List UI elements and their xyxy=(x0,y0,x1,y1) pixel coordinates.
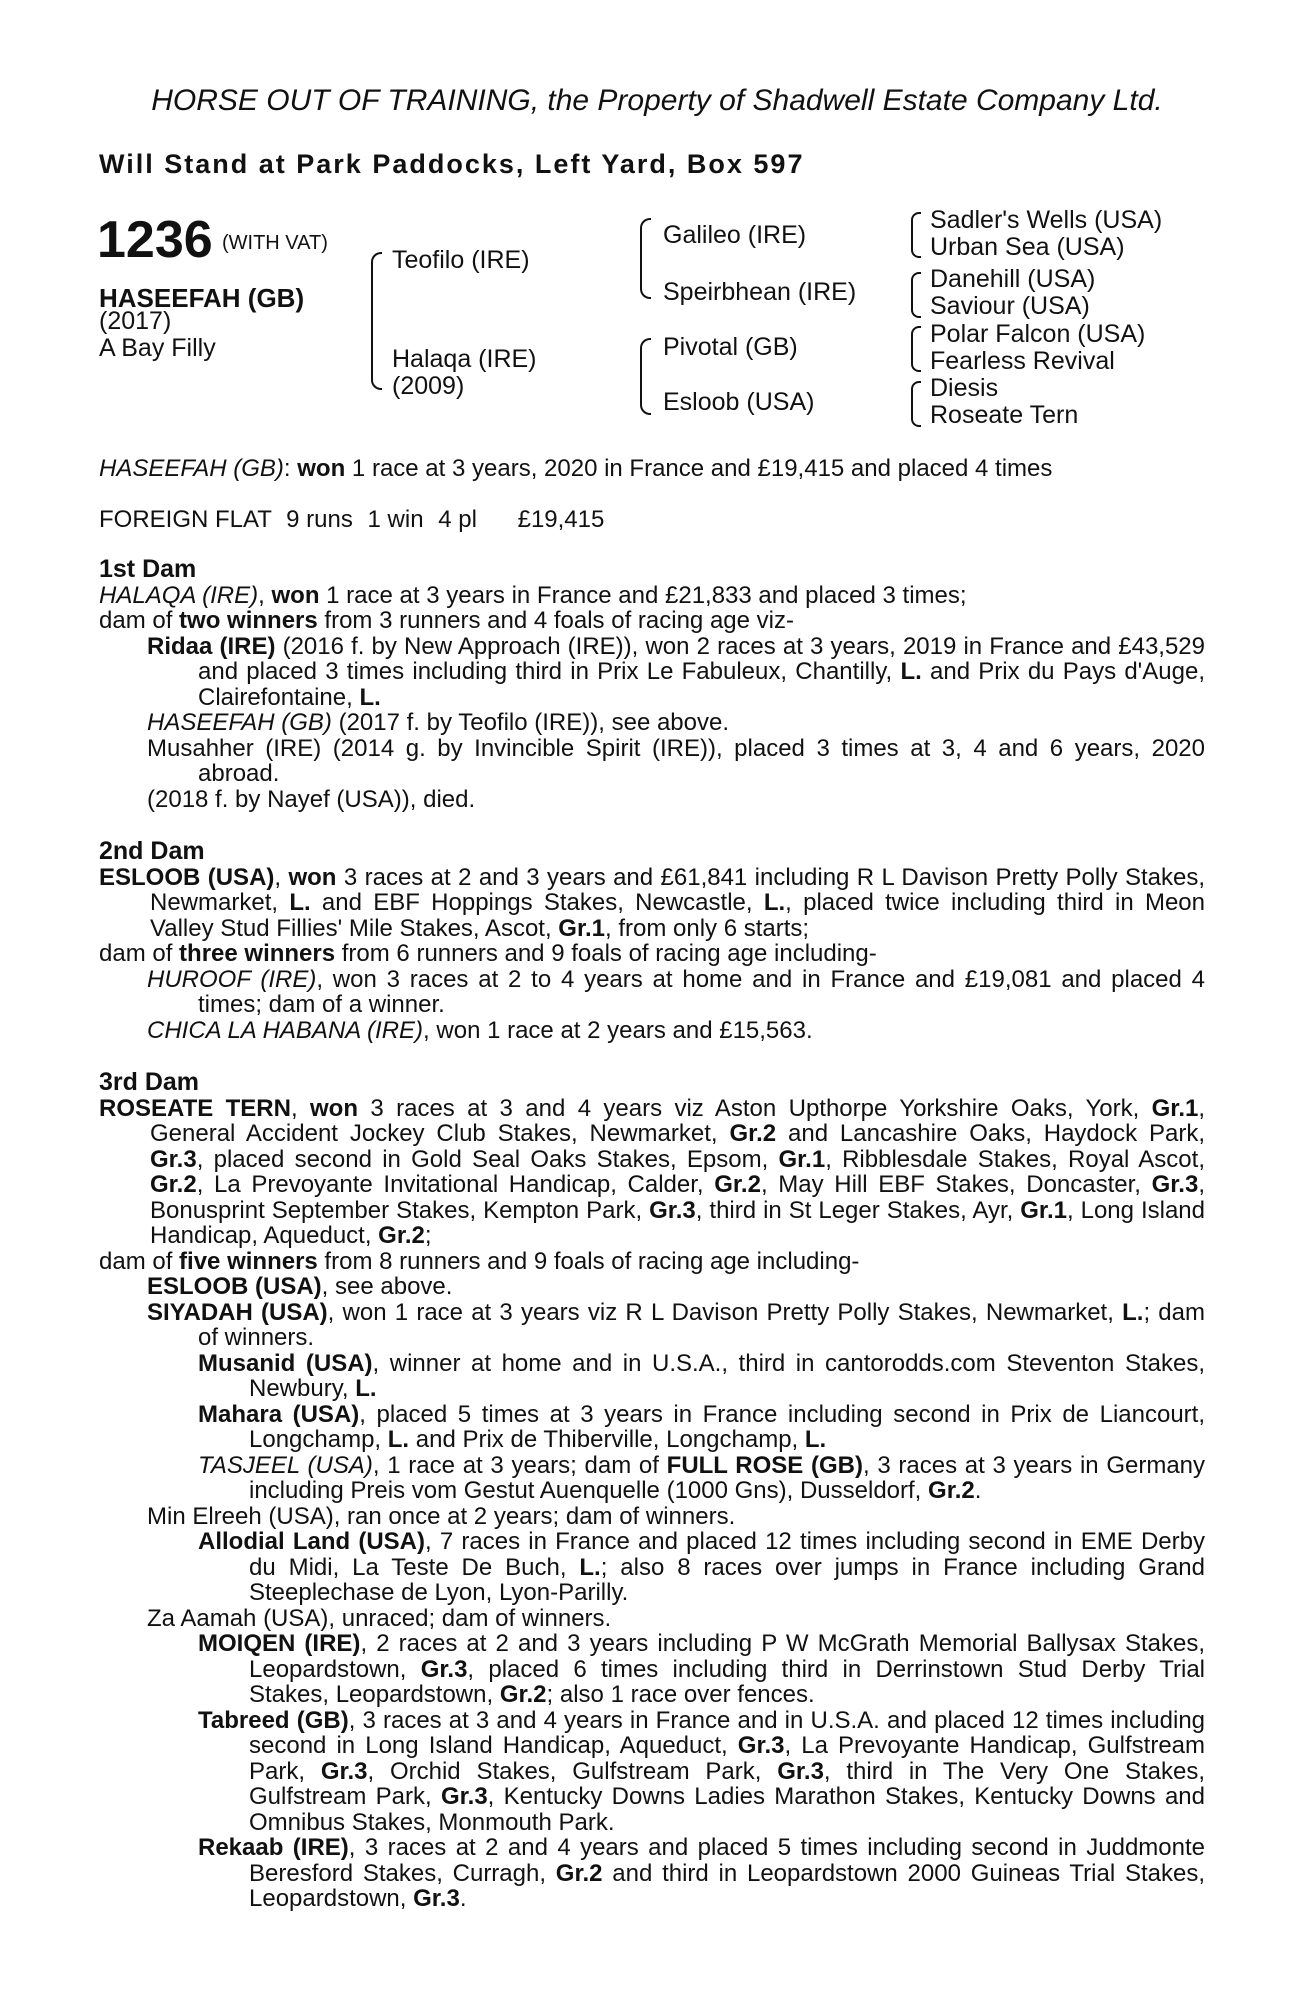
third-dam-entry-musanid xyxy=(99,1351,1205,1402)
grade: Gr.3 xyxy=(777,1757,824,1785)
text: dam of xyxy=(99,1247,180,1275)
first-dam-won: won xyxy=(271,581,320,609)
entry-name: CHICA LA HABANA (IRE) xyxy=(147,1016,424,1044)
text: , 1 race at 3 years; dam of xyxy=(372,1451,667,1479)
second-dam-intro xyxy=(99,865,1205,942)
text: and Lancashire Oaks, Haydock Park, xyxy=(776,1120,1205,1147)
won: won xyxy=(288,863,337,891)
text: ; dam of winners. xyxy=(198,1298,1205,1351)
grade: L. xyxy=(289,889,311,916)
pedigree-brace-g4 xyxy=(911,381,921,427)
grade: Gr.3 xyxy=(413,1885,460,1912)
second-dam-entry-huroof xyxy=(99,967,1205,1018)
first-dam-heading: 1st Dam xyxy=(99,555,197,583)
text: , 3 races at 3 years in Germany including Preis vom Gestut Auenquelle (1000 Gns), Dusseldorf, xyxy=(249,1451,1206,1504)
third-dam-entry-siyadah xyxy=(99,1300,1205,1351)
grade: Gr.3 xyxy=(420,1655,468,1683)
race-record xyxy=(99,506,604,534)
third-dam-dam-of xyxy=(99,1249,1205,1275)
second-dam-name: ESLOOB (USA) xyxy=(99,863,275,891)
text: , May Hill EBF Stakes, Doncaster, xyxy=(760,1171,1152,1198)
record-label: FOREIGN FLAT xyxy=(99,506,272,533)
pedigree-dam-dam: Esloob (USA) xyxy=(663,388,815,416)
third-dam-entry-moiqen xyxy=(99,1631,1205,1708)
grade: Gr.2 xyxy=(499,1681,547,1708)
text: , 3 races at 2 and 4 years and placed 5 times including second in Juddmonte Beresford Stakes, Curragh, xyxy=(249,1834,1205,1887)
third-dam-entry-tabreed xyxy=(99,1708,1205,1836)
pedigree-g4: Saviour (USA) xyxy=(930,292,1090,320)
record-money: £19,415 xyxy=(517,506,605,533)
grade: Gr.2 xyxy=(729,1120,777,1147)
text: 3 races at 2 and 3 years and £61,841 including R L Davison Pretty Polly Stakes, Newmarket, xyxy=(150,863,1205,916)
text: , Long Island Handicap, Aqueduct, xyxy=(150,1196,1205,1249)
pedigree-brace-g2 xyxy=(911,272,921,318)
grade: Gr.2 xyxy=(555,1859,603,1887)
record-placed: 4 pl xyxy=(438,506,477,533)
entry-name: HASEEFAH (GB) xyxy=(147,709,332,736)
text: , Kentucky Downs Ladies Marathon Stakes, Kentucky Downs and Omnibus Stakes, Monmouth Park. xyxy=(249,1783,1205,1836)
pedigree-brace-g1 xyxy=(911,212,921,258)
dam-lines xyxy=(99,557,1205,1912)
third-dam-entry-zaaamah: Za Aamah (USA), unraced; dam of winners. xyxy=(147,1604,612,1632)
text: ; xyxy=(424,1222,432,1249)
grade: L. xyxy=(579,1553,601,1581)
entry-name: ESLOOB (USA) xyxy=(147,1273,322,1300)
first-dam-entry-ridaa xyxy=(99,634,1205,711)
text: , placed second in Gold Seal Oaks Stakes, Epsom, xyxy=(196,1145,779,1173)
text: . xyxy=(974,1477,982,1504)
third-dam-entry-allodial xyxy=(99,1529,1205,1606)
horse-description: A Bay Filly xyxy=(99,334,216,362)
entry-name: HUROOF (IRE) xyxy=(147,965,317,993)
entry-name: FULL ROSE (GB) xyxy=(666,1451,863,1479)
third-dam-entry-esloob xyxy=(99,1274,1205,1300)
entry-name: Mahara (USA) xyxy=(198,1400,360,1428)
grade: Gr.3 xyxy=(440,1783,488,1810)
record-wins: 1 win xyxy=(367,506,424,533)
text: (2016 f. by New Approach (IRE)), won 2 races at 3 years, 2019 in France and £43,529 and placed 3 times including third in Prix Le Fabuleux, Chantilly, xyxy=(198,632,1206,685)
sep: , xyxy=(258,581,272,609)
pedigree-dam-sire: Pivotal (GB) xyxy=(663,333,798,361)
horse-name: HASEEFAH (GB) xyxy=(99,283,305,313)
text: , won 1 race at 2 years and £15,563. xyxy=(423,1016,813,1044)
pedigree-brace-dam xyxy=(640,338,651,415)
text: ; also 1 race over fences. xyxy=(546,1681,815,1708)
second-dam-heading: 2nd Dam xyxy=(99,837,205,865)
pedigree-g6: Fearless Revival xyxy=(930,347,1115,375)
pedigree-sire-sire: Galileo (IRE) xyxy=(663,221,807,249)
winner-count: two winners xyxy=(179,607,318,634)
first-dam-intro-text: 1 race at 3 years in France and £21,833 and placed 3 times; xyxy=(319,581,967,609)
text: , from only 6 starts; xyxy=(605,914,810,942)
pedigree-dam-year: (2009) xyxy=(392,372,465,400)
third-dam-entry-tasjeel xyxy=(99,1453,1205,1504)
third-dam-heading: 3rd Dam xyxy=(99,1068,200,1096)
first-dam-entry-2018: (2018 f. by Nayef (USA)), died. xyxy=(147,785,476,813)
pedigree-sire-dam: Speirbhean (IRE) xyxy=(663,278,857,306)
grade: Gr.3 xyxy=(737,1732,785,1759)
text: from 8 runners and 9 foals of racing age including- xyxy=(317,1247,860,1275)
text: and third in Leopardstown 2000 Guineas Trial Stakes, Leopardstown, xyxy=(249,1859,1206,1912)
summary-colon: : xyxy=(283,455,298,482)
text: , Ribblesdale Stakes, Royal Ascot, xyxy=(825,1145,1205,1173)
first-dam-intro xyxy=(99,583,1205,609)
text: , winner at home and in U.S.A., third in cantorodds.com Steventon Stakes, Newbury, xyxy=(249,1349,1205,1402)
text: , 7 races in France and placed 12 times including second in EME Derby du Midi, La Teste De Buch, xyxy=(249,1528,1205,1581)
text: (2017 f. by Teofilo (IRE)), see above. xyxy=(331,709,730,736)
second-dam-entry-chica xyxy=(99,1018,1205,1044)
text: , see above. xyxy=(321,1273,453,1300)
third-dam-name: ROSEATE TERN xyxy=(99,1094,291,1122)
pedigree-brace-sire xyxy=(640,218,651,299)
second-dam-dam-of xyxy=(99,941,1205,967)
pedigree-g3: Danehill (USA) xyxy=(930,265,1096,293)
entry-name: MOIQEN (IRE) xyxy=(198,1630,361,1657)
text: and EBF Hoppings Stakes, Newcastle, xyxy=(310,889,764,916)
text: , Orchid Stakes, Gulfstream Park, xyxy=(367,1757,778,1785)
third-dam-entry-mahara xyxy=(99,1402,1205,1453)
summary-text: 1 race at 3 years, 2020 in France and £19,415 and placed 4 times xyxy=(345,455,1053,482)
text: , won 3 races at 2 to 4 years at home and in France and £19,081 and placed 4 times; dam of a winner. xyxy=(198,965,1206,1018)
pedigree-dam: Halaqa (IRE) xyxy=(392,345,537,373)
text: and Prix du Pays d'Auge, Clairefontaine, xyxy=(198,658,1205,711)
pedigree-g7: Diesis xyxy=(930,374,999,402)
pedigree-g1: Sadler's Wells (USA) xyxy=(930,206,1163,234)
stand-location: Will Stand at Park Paddocks, Left Yard, Box 597 xyxy=(99,149,805,179)
lot-number: 1236 xyxy=(97,211,213,269)
grade: L. xyxy=(900,658,922,685)
grade: Gr.2 xyxy=(928,1477,975,1504)
text: , Bonusprint September Stakes, Kempton Park, xyxy=(150,1171,1205,1224)
text: , third in The Very One Stakes, Gulfstream Park, xyxy=(249,1757,1206,1810)
grade: Gr.2 xyxy=(714,1171,761,1198)
first-dam-dam-of xyxy=(99,608,1205,634)
winner-count: three winners xyxy=(179,940,336,967)
grade: Gr.3 xyxy=(1151,1171,1199,1198)
grade: Gr.1 xyxy=(558,914,605,942)
record-runs: 9 runs xyxy=(286,506,353,533)
grade: Gr.2 xyxy=(378,1222,425,1249)
grade: Gr.1 xyxy=(1020,1196,1067,1224)
first-dam-entry-haseefah xyxy=(99,710,1205,736)
spacer xyxy=(99,1043,1205,1070)
text: , General Accident Jockey Club Stakes, Newmarket, xyxy=(150,1094,1206,1147)
text: 3 races at 3 and 4 years viz Aston Upthorpe Yorkshire Oaks, York, xyxy=(358,1094,1152,1122)
grade: Gr.1 xyxy=(778,1145,826,1173)
text: . xyxy=(459,1885,467,1912)
sep: , xyxy=(274,863,289,891)
grade: Gr.3 xyxy=(320,1757,368,1785)
horse-year: (2017) xyxy=(99,307,172,335)
grade: Gr.3 xyxy=(649,1196,696,1224)
grade: L. xyxy=(355,1375,377,1402)
pedigree-brace-g3 xyxy=(911,326,921,372)
grade: Gr.2 xyxy=(150,1171,197,1198)
spacer xyxy=(99,812,1205,839)
text: , La Prevoyante Handicap, Gulfstream Park, xyxy=(249,1732,1206,1785)
grade: Gr.1 xyxy=(1151,1094,1199,1122)
text: , placed 6 times including third in Derrinstown Stud Derby Trial Stakes, Leopardstown, xyxy=(249,1655,1206,1708)
page-title: HORSE OUT OF TRAINING, the Property of Shadwell Estate Company Ltd. xyxy=(151,84,1163,117)
text: from 3 runners and 4 foals of racing age viz- xyxy=(317,607,794,634)
entry-name: SIYADAH (USA) xyxy=(147,1298,328,1326)
text: , La Prevoyante Invitational Handicap, Calder, xyxy=(196,1171,715,1198)
won: won xyxy=(310,1094,358,1122)
summary-won: won xyxy=(297,455,346,482)
grade: L. xyxy=(804,1426,827,1453)
third-dam-entry-rekaab xyxy=(99,1835,1205,1912)
race-summary xyxy=(99,455,1052,483)
text: , 3 races at 3 and 4 years in France and in U.S.A. and placed 12 times including second in Long Island Handicap, Aqueduct, xyxy=(249,1706,1206,1759)
sep: , xyxy=(290,1094,310,1122)
entry-name: Rekaab (IRE) xyxy=(198,1834,349,1861)
entry-name: TASJEEL (USA) xyxy=(198,1451,373,1479)
text: , 2 races at 2 and 3 years including P W McGrath Memorial Ballysax Stakes, Leopardstown, xyxy=(249,1630,1206,1683)
text: , placed twice including third in Meon Valley Stud Fillies' Mile Stakes, Ascot, xyxy=(150,889,1206,942)
pedigree-sire: Teofilo (IRE) xyxy=(392,246,530,274)
text: from 6 runners and 9 foals of racing age including- xyxy=(335,940,877,967)
text: , third in St Leger Stakes, Ayr, xyxy=(695,1196,1021,1224)
text: ; also 8 races over jumps in France including Grand Steeplechase de Lyon, Lyon-Parilly. xyxy=(249,1553,1205,1606)
entry-name: Tabreed (GB) xyxy=(198,1706,349,1734)
text: , won 1 race at 3 years viz R L Davison Pretty Polly Stakes, Newmarket, xyxy=(327,1298,1123,1326)
grade: Gr.3 xyxy=(150,1145,197,1173)
entry-name: Musanid (USA) xyxy=(198,1349,373,1377)
text: and Prix de Thiberville, Longchamp, xyxy=(409,1426,805,1453)
pedigree-g8: Roseate Tern xyxy=(930,401,1079,429)
winner-count: five winners xyxy=(179,1247,318,1275)
grade: L. xyxy=(763,889,786,916)
pedigree-g5: Polar Falcon (USA) xyxy=(930,320,1146,348)
grade: L. xyxy=(359,683,381,711)
text: , placed 5 times at 3 years in France including second in Prix de Liancourt, Longchamp, xyxy=(249,1400,1205,1453)
summary-horse-name: HASEEFAH (GB) xyxy=(99,455,284,482)
entry-name: Allodial Land (USA) xyxy=(198,1528,426,1555)
first-dam-name: HALAQA (IRE) xyxy=(99,581,259,609)
grade: L. xyxy=(1122,1298,1144,1326)
text: dam of xyxy=(99,607,180,634)
grade: L. xyxy=(387,1426,410,1453)
vat-note: (WITH VAT) xyxy=(222,232,328,254)
text: dam of xyxy=(99,940,180,967)
third-dam-intro xyxy=(99,1096,1205,1249)
pedigree-brace-main xyxy=(371,252,382,390)
pedigree-g2: Urban Sea (USA) xyxy=(930,233,1125,261)
third-dam-entry-minelreeh: Min Elreeh (USA), ran once at 2 years; dam of winners. xyxy=(147,1502,736,1530)
first-dam-entry-musahher: Musahher (IRE) (2014 g. by Invincible Spirit (IRE)), placed 3 times at 3, 4 and 6 years, 2020 abroad. xyxy=(147,734,1205,787)
entry-name: Ridaa (IRE) xyxy=(147,632,276,660)
